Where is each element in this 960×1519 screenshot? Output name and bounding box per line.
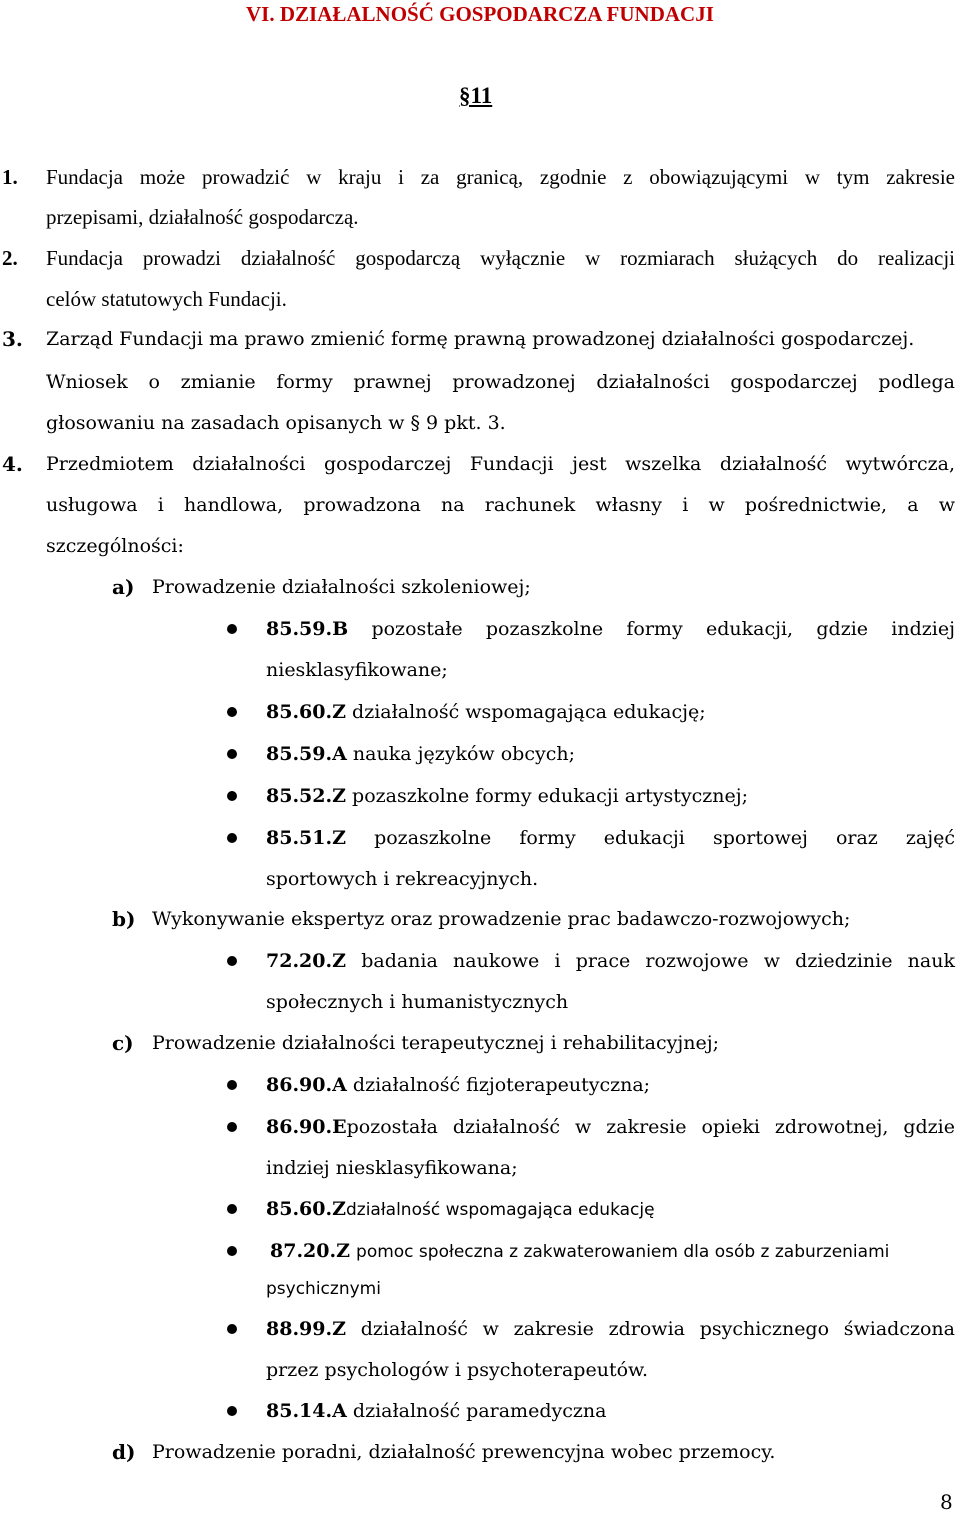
point-1-line-1: Fundacja może prowadzić w kraju i za granicą, zgodnie z obowiązującymi w tym zakresie	[46, 165, 955, 189]
bullet-icon	[227, 1324, 237, 1334]
point-2-line-1: Fundacja prowadzi działalność gospodarczą wyłącznie w rozmiarach służących do realizacji	[46, 246, 955, 270]
bullet-icon	[227, 1246, 237, 1256]
bullet-icon	[227, 749, 237, 759]
subpoint-a-text: Prowadzenie działalności szkoleniowej;	[152, 576, 531, 598]
subpoint-letter: b)	[112, 907, 136, 931]
point-number: 3.	[2, 327, 23, 351]
pkd-item: 86.90.Epozostała działalność w zakresie opieki zdrowotnej, gdzie	[266, 1116, 955, 1138]
bullet-icon	[227, 707, 237, 717]
pkd-item-continuation: społecznych i humanistycznych	[266, 991, 569, 1013]
point-3-line-3: głosowaniu na zasadach opisanych w § 9 pkt. 3.	[46, 412, 506, 434]
subpoint-letter: c)	[112, 1031, 134, 1055]
pkd-item: 85.59.A nauka języków obcych;	[266, 743, 575, 765]
bullet-icon	[227, 956, 237, 966]
bullet-icon	[227, 1204, 237, 1214]
pkd-item-continuation: przez psychologów i psychoterapeutów.	[266, 1359, 649, 1381]
pkd-item-continuation: sportowych i rekreacyjnych.	[266, 868, 539, 890]
subpoint-c-text: Prowadzenie działalności terapeutycznej i rehabilitacyjnej;	[152, 1032, 720, 1054]
pkd-item: 85.14.A działalność paramedyczna	[266, 1400, 607, 1422]
bullet-icon	[227, 833, 237, 843]
point-1-line-2: przepisami, działalność gospodarczą.	[46, 205, 359, 229]
point-4-line-3: szczególności:	[46, 535, 184, 557]
pkd-item: 88.99.Z działalność w zakresie zdrowia psychicznego świadczona	[266, 1318, 955, 1340]
bullet-icon	[227, 1080, 237, 1090]
pkd-item: 85.52.Z pozaszkolne formy edukacji artystycznej;	[266, 785, 749, 807]
subpoint-letter: a)	[112, 575, 135, 599]
pkd-item: 85.59.B pozostałe pozaszkolne formy edukacji, gdzie indziej	[266, 618, 955, 640]
pkd-item: 85.60.Zdziałalność wspomagająca edukację	[266, 1198, 655, 1220]
pkd-item-continuation: psychicznymi	[266, 1279, 381, 1299]
point-number: 4.	[2, 452, 23, 476]
point-number: 2.	[2, 246, 18, 270]
bullet-icon	[227, 1406, 237, 1416]
point-2-line-2: celów statutowych Fundacji.	[46, 287, 287, 311]
section-number: §11	[459, 83, 493, 108]
point-4-line-1: Przedmiotem działalności gospodarczej Fundacji jest wszelka działalność wytwórcza,	[46, 453, 955, 475]
pkd-item: 87.20.Z pomoc społeczna z zakwaterowaniem dla osób z zaburzeniami	[270, 1240, 890, 1262]
pkd-item-continuation: indziej niesklasyfikowana;	[266, 1157, 518, 1179]
subpoint-letter: d)	[112, 1440, 136, 1464]
pkd-item-continuation: niesklasyfikowane;	[266, 659, 448, 681]
bullet-icon	[227, 791, 237, 801]
bullet-icon	[227, 624, 237, 634]
pkd-item: 72.20.Z badania naukowe i prace rozwojowe w dziedzinie nauk	[266, 950, 955, 972]
subpoint-d-text: Prowadzenie poradni, działalność prewencyjna wobec przemocy.	[152, 1441, 776, 1463]
bullet-icon	[227, 1122, 237, 1132]
subpoint-b-text: Wykonywanie ekspertyz oraz prowadzenie prac badawczo-rozwojowych;	[152, 908, 851, 930]
page-number: 8	[940, 1490, 953, 1514]
pkd-item: 86.90.A działalność fizjoterapeutyczna;	[266, 1074, 651, 1096]
point-3-line-1: Zarząd Fundacji ma prawo zmienić formę prawną prowadzonej działalności gospodarczej.	[46, 328, 915, 350]
pkd-item: 85.60.Z działalność wspomagająca edukację;	[266, 701, 706, 723]
point-number: 1.	[2, 165, 18, 189]
point-4-line-2: usługowa i handlowa, prowadzona na rachunek własny i w pośrednictwie, a w	[46, 494, 955, 516]
pkd-item: 85.51.Z pozaszkolne formy edukacji sportowej oraz zajęć	[266, 827, 955, 849]
point-3-line-2: Wniosek o zmianie formy prawnej prowadzonej działalności gospodarczej podlega	[46, 371, 955, 393]
chapter-heading: VI. DZIAŁALNOŚĆ GOSPODARCZA FUNDACJI	[246, 2, 714, 26]
